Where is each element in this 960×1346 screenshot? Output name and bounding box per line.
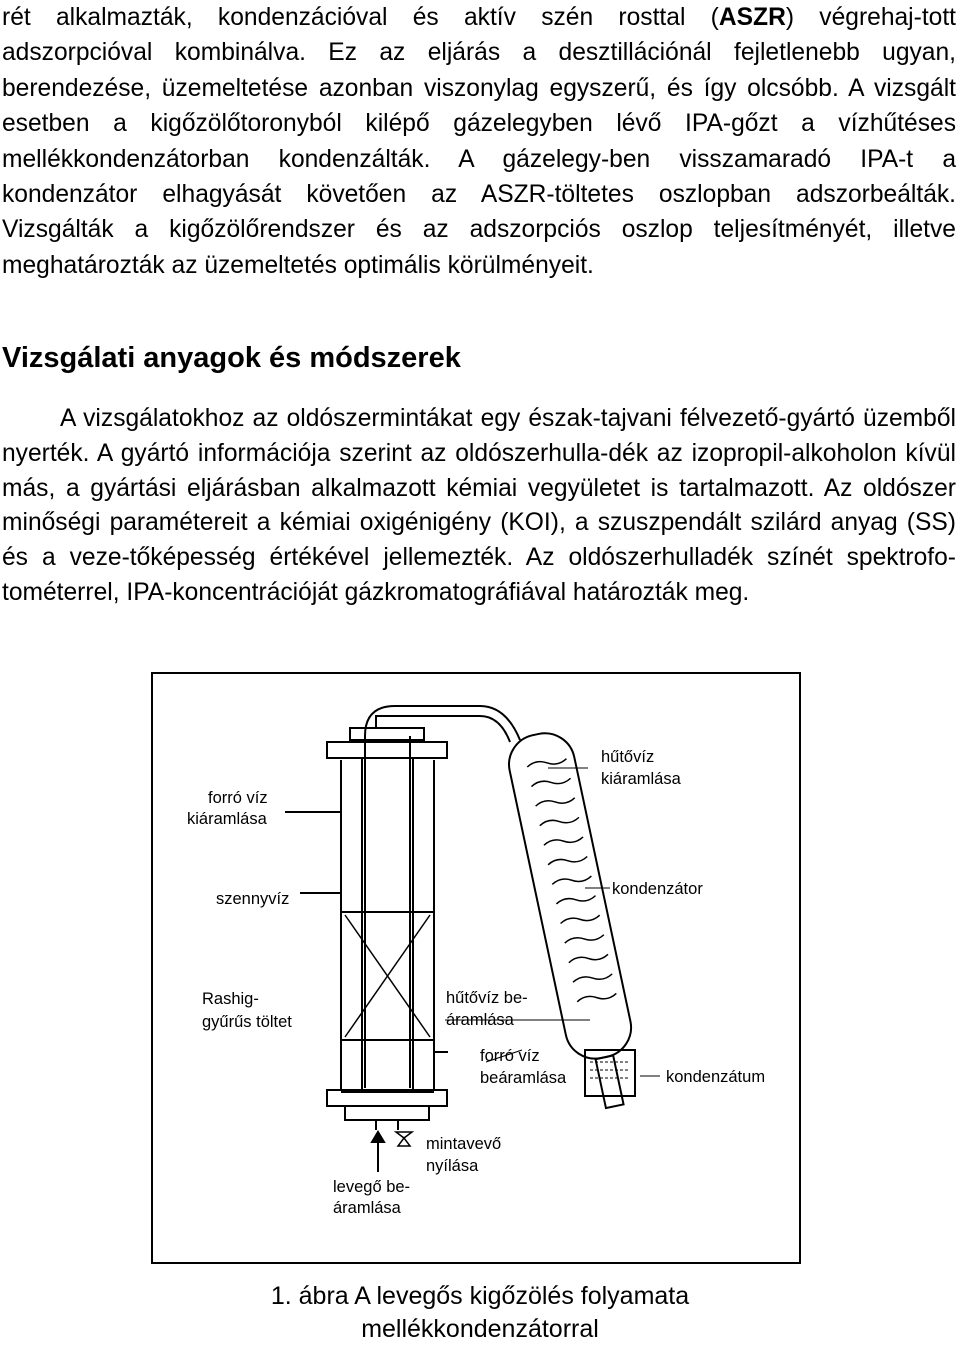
label-condenser: kondenzátor [612,880,703,898]
label-hot-water-out: forró víz [208,789,268,807]
intro-text-start: rét alkalmazták, kondenzációval és aktív szén rosttal ( [2,4,719,31]
diagram-labels [187,748,765,1217]
vapor-pipe [365,706,520,742]
figure-caption [0,1280,960,1346]
label-sampling-port: mintavevő [426,1135,502,1153]
methods-paragraph: A vizsgálatokhoz az oldószermintákat egy észak-tajvani félvezető-gyártó üzemből nyerték. A gyártó információja szerint az oldószerhulla-dék az izopropil-alkoholon kívül más, a gyártási eljárásban alkalmazott kémiai vegyületet is tartalmazott. Az oldószer minőségi paramétereit a kémiai oxigénigény (KOI), a szuszpendált szilárd anyag (SS) és a veze-tőképesség értékével jellemezték. Az oldószerhulladék színét spektrofo-tométerrel, IPA-koncentrációját gázkromatográfiával határozták meg. [2,405,956,606]
label-packing: Rashig- [202,990,259,1008]
caption-line-1: 1. ábra A levegős kigőzölés folyamata [270,1282,690,1310]
intro-text-rest: ) végrehaj-tott adszorpcióval kombinálva. Ez az eljárás a desztillációnál fejletlenebb ugyan, berendezése, üzemeltetése azonban viszonylag egyszerű, és így olcsóbb. A vizsgált esetben a kigőzölőtoronyból kilépő gázelegyben lévő IPA-gőzt a vízhűtéses mellékkondenzátorban kondenzálták. A gázelegy-ben visszamaradó IPA-t a kondenzátor elhagyását követően az ASZR-töltetes oszlopban adszorbeálták. Vizsgálták a kigőzölőrendszer és az adszorpciós oszlop teljesítményét, illetve meghatározták az üzemeltetés optimális körülményeit. [2,4,956,279]
sampling-valve [396,1132,412,1146]
label-wastewater: szennyvíz [216,890,290,908]
label-hot-water-in: forró víz [480,1047,540,1065]
label-condensate: kondenzátum [666,1068,766,1086]
label-cooling-water-out-2: kiáramlása [601,770,681,788]
label-cooling-water-out: hűtővíz [601,748,655,766]
stripping-column [285,728,448,1130]
leader-lines [445,768,660,1076]
section-heading: Vizsgálati anyagok és módszerek [2,342,461,374]
label-air-in: levegő be- [333,1178,411,1196]
packing-cross [345,915,430,1037]
label-hot-water-out-2: kiáramlása [187,810,267,828]
label-air-in-2: áramlása [333,1199,401,1217]
label-packing-2: gyűrűs töltet [202,1013,292,1031]
air-inlet-arrow [372,1132,384,1172]
label-cooling-water-in-2: áramlása [446,1011,514,1029]
label-hot-water-in-2: beáramlása [480,1069,567,1087]
label-cooling-water-in: hűtővíz be- [446,989,528,1007]
aszr-abbreviation: ASZR [718,4,786,31]
label-sampling-port-2: nyílása [426,1157,479,1175]
caption-line-2: mellékkondenzátorral [361,1315,599,1343]
